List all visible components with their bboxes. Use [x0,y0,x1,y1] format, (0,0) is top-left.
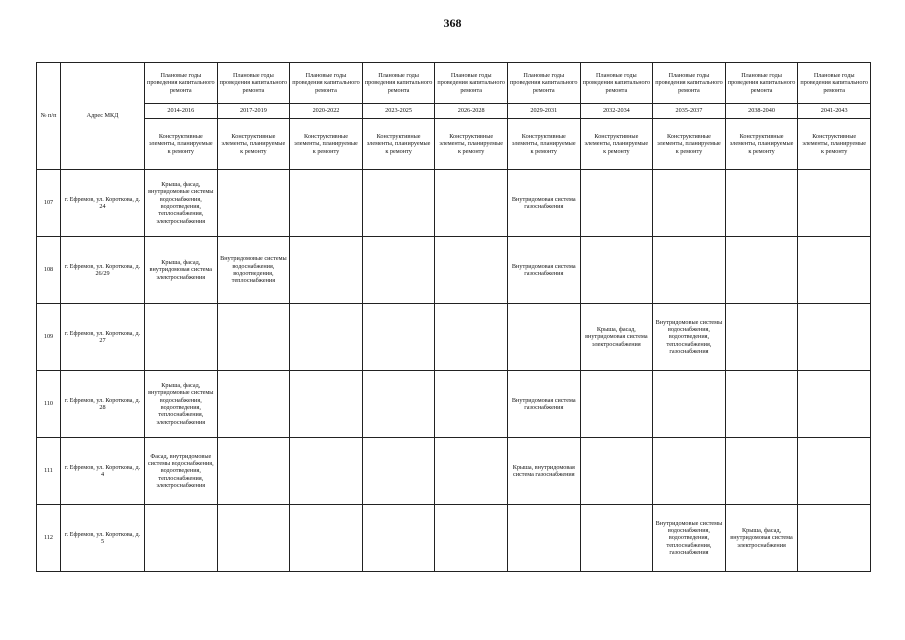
row-number: 107 [37,170,61,237]
repair-elements-cell [435,304,508,371]
table-row [37,438,871,505]
year-range: 2017-2019 [217,104,290,119]
row-number: 109 [37,304,61,371]
year-range: 2026-2028 [435,104,508,119]
year-range: 2014-2016 [145,104,218,119]
repair-elements-cell: Крыша, фасад, внутридомовая система электроснабжения [580,304,653,371]
table-row [37,170,871,237]
repair-elements-cell [580,438,653,505]
repair-elements-cell [798,170,871,237]
elements-header: Конструктивные элементы, планируемые к ремонту [725,119,798,170]
repair-elements-cell: Крыша, фасад, внутридомовая система электроснабжения [725,505,798,572]
repair-elements-cell [290,237,363,304]
repair-elements-cell [435,438,508,505]
repair-elements-cell [580,170,653,237]
repair-elements-cell [290,438,363,505]
period-header: Плановые годы проведения капитального ремонта [798,63,871,104]
repair-elements-cell [580,505,653,572]
row-number: 110 [37,371,61,438]
repair-elements-cell: Внутридомовые системы водоснабжения, водоотведения, теплоснабжения, газоснабжения [653,304,726,371]
repair-elements-cell [362,371,435,438]
year-range: 2038-2040 [725,104,798,119]
repair-elements-cell: Внутридомовые системы водоснабжения, водоотведения, теплоснабжения [217,237,290,304]
repair-elements-cell [362,237,435,304]
repair-elements-cell [725,371,798,438]
header-row-elements [37,119,871,170]
repair-elements-cell [798,438,871,505]
elements-header: Конструктивные элементы, планируемые к ремонту [290,119,363,170]
repair-elements-cell [362,505,435,572]
table-body [37,170,871,572]
repair-elements-cell [435,371,508,438]
page-number: 368 [443,16,462,30]
repair-elements-cell [362,438,435,505]
repair-elements-cell [435,237,508,304]
capital-repair-table [36,62,871,572]
header-row-periods [37,63,871,104]
elements-header: Конструктивные элементы, планируемые к ремонту [798,119,871,170]
row-address: г. Ефремов, ул. Короткова, д. 26/29 [61,237,145,304]
repair-elements-cell [217,170,290,237]
repair-elements-cell [217,505,290,572]
row-address: г. Ефремов, ул. Короткова, д. 28 [61,371,145,438]
period-header: Плановые годы проведения капитального ремонта [725,63,798,104]
repair-elements-cell [290,371,363,438]
table-row [37,505,871,572]
repair-elements-cell [362,170,435,237]
repair-elements-cell [217,438,290,505]
period-header: Плановые годы проведения капитального ремонта [290,63,363,104]
row-number: 111 [37,438,61,505]
repair-elements-cell [145,505,218,572]
repair-elements-cell [580,237,653,304]
repair-elements-cell [435,505,508,572]
elements-header: Конструктивные элементы, планируемые к ремонту [580,119,653,170]
table-row [37,304,871,371]
repair-elements-cell [217,304,290,371]
year-range: 2029-2031 [507,104,580,119]
repair-elements-cell [653,438,726,505]
repair-elements-cell [653,371,726,438]
repair-elements-cell [580,371,653,438]
row-number: 108 [37,237,61,304]
repair-elements-cell: Внутридомовые системы водоснабжения, водоотведения, теплоснабжения, газоснабжения [653,505,726,572]
elements-header: Конструктивные элементы, планируемые к ремонту [145,119,218,170]
repair-elements-cell [507,505,580,572]
repair-elements-cell [725,304,798,371]
repair-elements-cell [725,170,798,237]
repair-elements-cell [290,505,363,572]
elements-header: Конструктивные элементы, планируемые к ремонту [507,119,580,170]
repair-elements-cell: Фасад, внутридомовые системы водоснабжения, водоотведения, теплоснабжения, электроснабжения [145,438,218,505]
col-header-num: № п/п [37,63,61,170]
period-header: Плановые годы проведения капитального ремонта [435,63,508,104]
row-address: г. Ефремов, ул. Короткова, д. 27 [61,304,145,371]
repair-elements-cell [798,371,871,438]
repair-elements-cell: Внутридомовая система газоснабжения [507,170,580,237]
repair-elements-cell [725,438,798,505]
elements-header: Конструктивные элементы, планируемые к ремонту [362,119,435,170]
repair-elements-cell [798,237,871,304]
repair-elements-cell [798,304,871,371]
period-header: Плановые годы проведения капитального ремонта [580,63,653,104]
period-header: Плановые годы проведения капитального ремонта [653,63,726,104]
repair-elements-cell [290,170,363,237]
repair-elements-cell: Крыша, фасад, внутридомовые системы водоснабжения, водоотведения, теплоснабжения, электроснабжения [145,170,218,237]
repair-elements-cell [507,304,580,371]
table-row [37,237,871,304]
repair-elements-cell [145,304,218,371]
year-range: 2035-2037 [653,104,726,119]
table-row [37,371,871,438]
repair-elements-cell: Внутридомовая система газоснабжения [507,371,580,438]
repair-elements-cell [725,237,798,304]
elements-header: Конструктивные элементы, планируемые к ремонту [217,119,290,170]
period-header: Плановые годы проведения капитального ремонта [507,63,580,104]
repair-elements-cell [290,304,363,371]
repair-elements-cell: Внутридомовая система газоснабжения [507,237,580,304]
repair-elements-cell [362,304,435,371]
repair-elements-cell [217,371,290,438]
year-range: 2023-2025 [362,104,435,119]
repair-elements-cell [653,170,726,237]
row-address: г. Ефремов, ул. Короткова, д. 5 [61,505,145,572]
col-header-address: Адрес МКД [61,63,145,170]
repair-elements-cell [798,505,871,572]
repair-elements-cell: Крыша, внутридомовая система газоснабжения [507,438,580,505]
elements-header: Конструктивные элементы, планируемые к ремонту [653,119,726,170]
row-address: г. Ефремов, ул. Короткова, д. 24 [61,170,145,237]
year-range: 2020-2022 [290,104,363,119]
header-row-years [37,104,871,119]
period-header: Плановые годы проведения капитального ремонта [217,63,290,104]
repair-elements-cell: Крыша, фасад, внутридомовая система электроснабжения [145,237,218,304]
row-address: г. Ефремов, ул. Короткова, д. 4 [61,438,145,505]
year-range: 2032-2034 [580,104,653,119]
period-header: Плановые годы проведения капитального ремонта [362,63,435,104]
repair-elements-cell [435,170,508,237]
repair-elements-cell [653,237,726,304]
elements-header: Конструктивные элементы, планируемые к ремонту [435,119,508,170]
row-number: 112 [37,505,61,572]
year-range: 2041-2043 [798,104,871,119]
repair-elements-cell: Крыша, фасад, внутридомовые системы водоснабжения, водоотведения, теплоснабжения, электроснабжения [145,371,218,438]
period-header: Плановые годы проведения капитального ремонта [145,63,218,104]
